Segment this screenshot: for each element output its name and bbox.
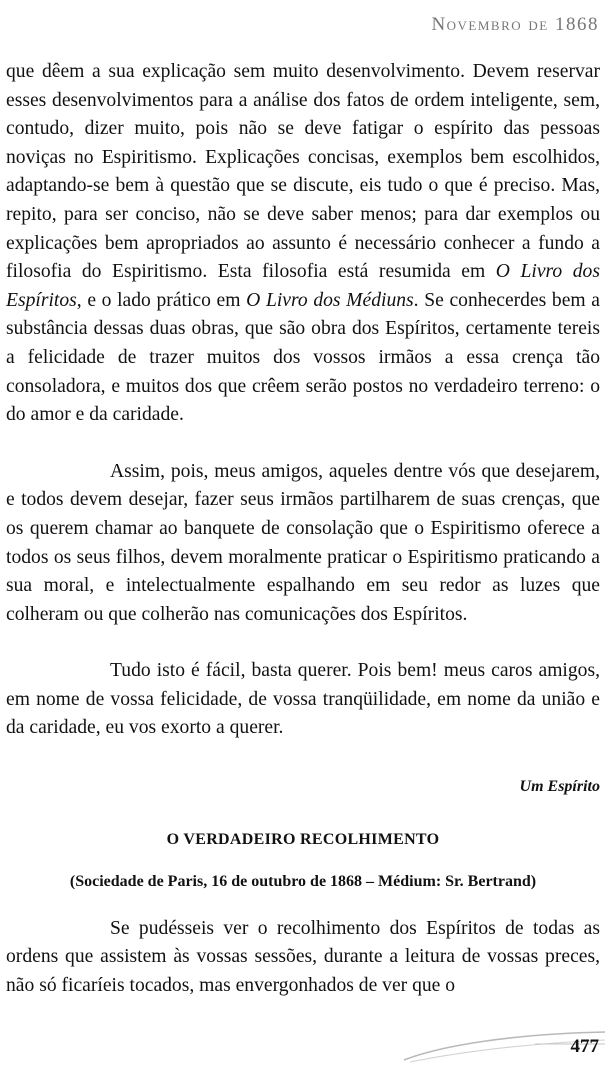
paragraph-3: Tudo isto é fácil, basta querer. Pois bem! meus caros amigos, em nome de vossa felicidade, de vossa tranqüilidade, em nome da união e da caridade, eu vos exorto a querer.	[6, 660, 600, 739]
page-number: 477	[570, 1036, 599, 1057]
paragraph-1-text-c: . Se conhecerdes bem a substância dessas duas obras, que são obra dos Espíritos, certamente tereis a felicidade de trazer muitos dos vossos irmãos a essa crença tão consoladora, e muitos dos que crêem serão postos no verdadeiro terreno: o do amor e da caridade.	[6, 289, 601, 426]
book-title-mediuns: O Livro dos Médiuns	[246, 289, 414, 311]
signature: Um Espírito	[519, 778, 600, 796]
book-title-espiritos: O Livro dos Espíritos	[6, 261, 600, 311]
section-subtitle: (Sociedade de Paris, 16 de outubro de 1868 – Médium: Sr. Bertrand)	[69, 873, 537, 891]
paragraph-1	[6, 58, 600, 430]
paragraph-4: Se pudésseis ver o recolhimento dos Espíritos de todas as ordens que assistem às vossas sessões, durante a leitura de vossas preces, não só ficaríeis tocados, mas envergonhados de ver que o	[6, 917, 600, 997]
paragraph-2: Assim, pois, meus amigos, aqueles dentre vós que desejarem, e todos devem desejar, fazer seus irmãos partilharem de suas crenças, que os querem chamar ao banquete de consolação que o Espiritismo oferece a todos os seus filhos, devem moralmente praticar o Espiritismo praticando a sua moral, e intelectualmente espalhando em seu redor as luzes que colheram ou que colherão nas comunicações dos Espíritos.	[6, 460, 600, 625]
section-title: O VERDADEIRO RECOLHIMENTO	[166, 830, 440, 848]
page-footer	[400, 1020, 607, 1068]
page-content	[6, 58, 600, 1001]
running-header: Novembro de 1868	[431, 14, 599, 35]
paragraph-1-text-b: , e o lado prático em	[76, 289, 247, 311]
paragraph-1-text-a: que dêem a sua explicação sem muito desenvolvimento. Devem reservar esses desenvolvimentos para a análise dos fatos de ordem inteligente, sem, contudo, dizer muito, pois não se deve fatigar o espírito das pessoas noviças no Espiritismo. Explicações concisas, exemplos bem escolhidos, adaptando-se bem à questão que se discute, eis tudo o que é preciso. Mas, repito, para ser conciso, não se deve saber menos; para dar exemplos ou explicações bem apropriados ao assunto é necessário conhecer a fundo a filosofia do Espiritismo. Esta filosofia está resumida em	[6, 61, 600, 283]
